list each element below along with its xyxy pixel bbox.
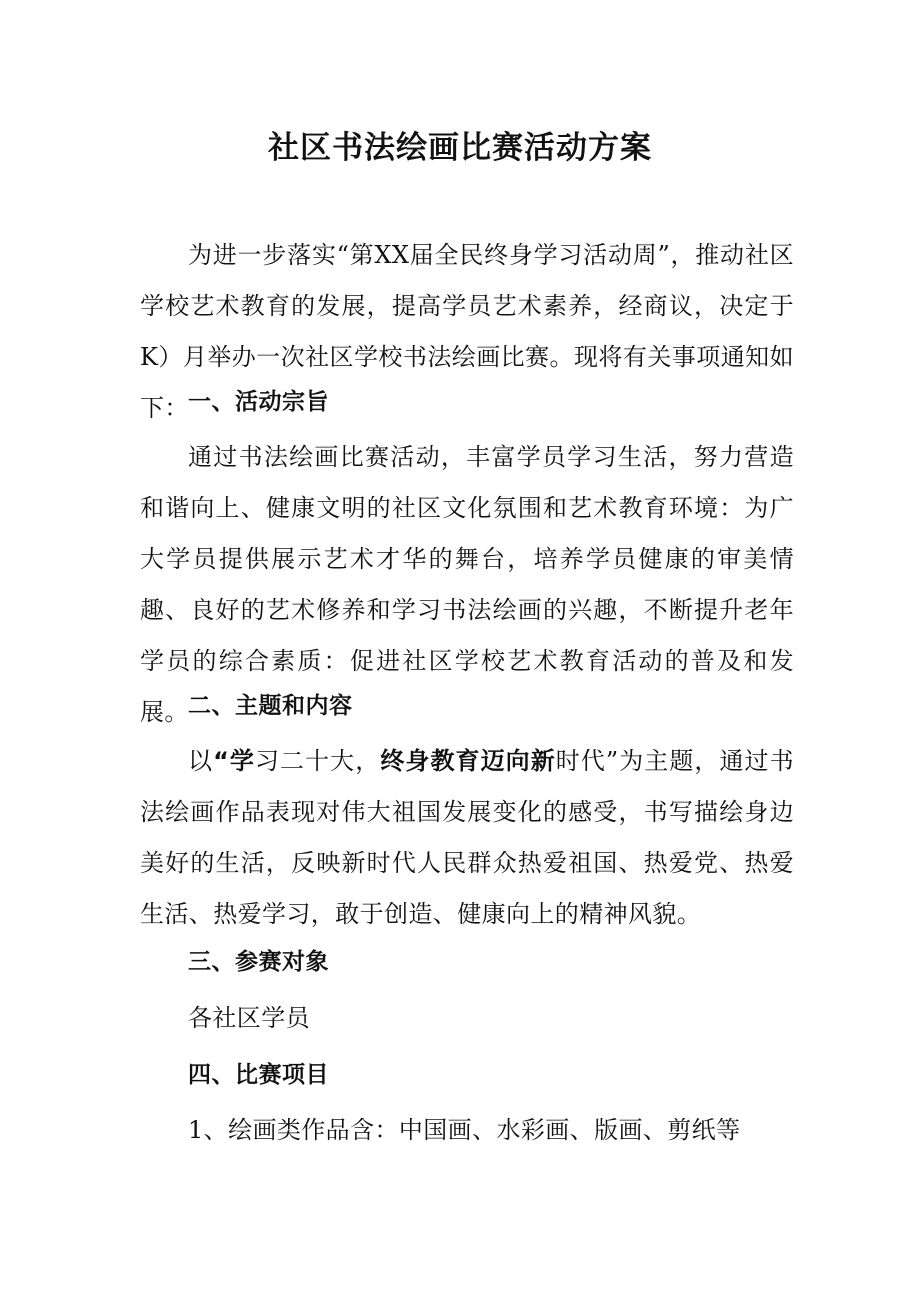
theme-text-part: 习二十大， — [254, 747, 381, 775]
section-paragraph-items: 1、绘画类作品含：中国画、水彩画、版画、剪纸等 — [188, 1116, 741, 1144]
theme-text-part: 时代”为主题，通过书法绘画作品表现对伟大祖国发展变化的感受，书写描绘身边美好的生活，反映新时代人民群众热爱祖国、热爱党、热爱生活、热爱学习，敢于创造、健康向上的精神风貌。 — [140, 747, 795, 928]
theme-text-part: 以 — [188, 747, 214, 775]
intro-paragraph: 为进一步落实“第XX届全民终身学习活动周”，推动社区学校艺术教育的发展，提高学员艺术素养，经商议，决定于K）月举办一次社区学校书法绘画比赛。现将有关事项通知如下： — [140, 241, 794, 422]
section-heading-purpose: 一、活动宗旨 — [188, 389, 329, 415]
theme-text-bold-part: “学 — [213, 747, 255, 775]
section-heading-theme: 二、主题和内容 — [188, 693, 353, 719]
section-paragraph-theme — [140, 736, 794, 940]
section-heading-items: 四、比赛项目 — [188, 1062, 329, 1088]
section-paragraph-purpose: 通过书法绘画比赛活动，丰富学员学习生活，努力营造和谐向上、健康文明的社区文化氛围和艺术教育环境：为广大学员提供展示艺术才华的舞台，培养学员健康的审美情趣、良好的艺术修养和学习书法绘画的兴趣，不断提升老年学员的综合素质：促进社区学校艺术教育活动的普及和发展。 — [140, 443, 794, 726]
section-heading-participants: 三、参赛对象 — [188, 949, 329, 975]
document-title: 社区书法绘画比赛活动方案 — [268, 130, 652, 166]
section-paragraph-participants: 各社区学员 — [188, 1004, 310, 1032]
theme-text-bold-part: 终身教育迈向新 — [380, 747, 556, 775]
